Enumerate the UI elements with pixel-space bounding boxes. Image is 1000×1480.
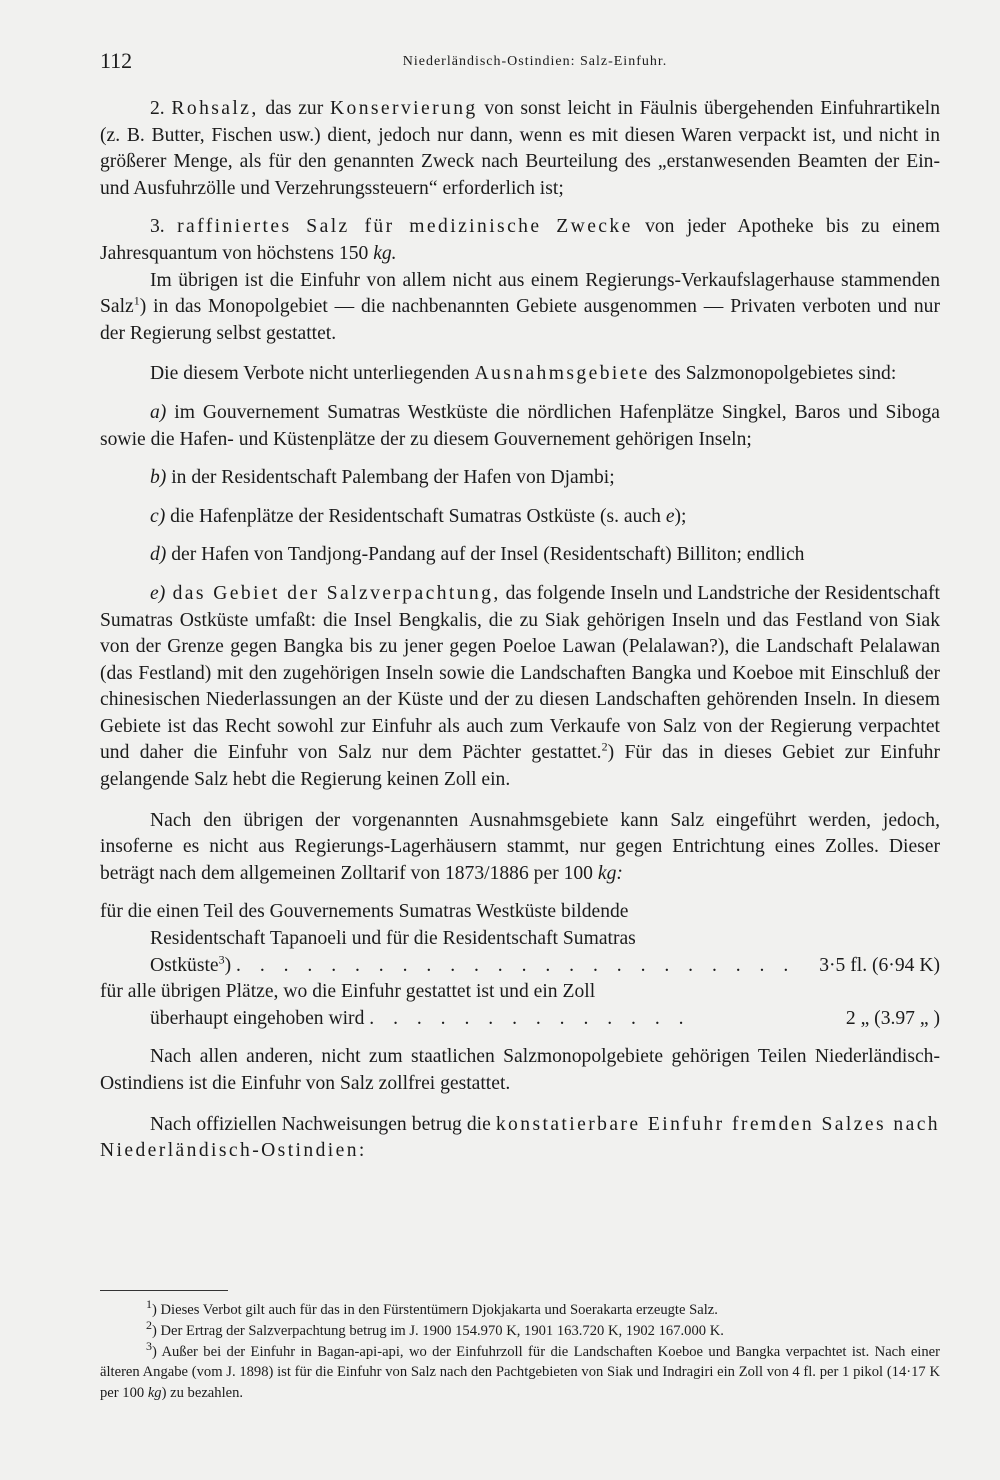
- duty-amount-1: 3·5 fl. (6·94 K): [819, 954, 940, 976]
- duty-row-tapanoeli: für die einen Teil des Gouvernements Sumatras Westküste bildende: [100, 901, 629, 923]
- paragraph-zollfrei: Nach allen anderen, nicht zum staatlichen Salzmonopolgebiete gehörigen Teilen Niederländisch-Ostindiens ist die Einfuhr von Salz zollfrei gestattet.: [100, 1046, 940, 1094]
- paragraph-zoll: Nach den übrigen der vorgenannten Ausnahmsgebiete kann Salz eingeführt werden, jedoch, insoferne es nicht aus Regierungs-Lagerhäusern stammt, nur gegen Entrichtung eines Zolles. Dieser beträgt nach dem allgemeinen Zolltarif von 1873/1886 per 100 kg:: [100, 809, 940, 884]
- list-item-d: d) der Hafen von Tandjong-Pandang auf der Insel (Residentschaft) Billiton; endlich: [150, 544, 805, 566]
- page-header: [100, 48, 940, 78]
- paragraph-rohsalz: 2. Rohsalz, das zur Konservierung von sonst leicht in Fäulnis übergehenden Einfuhrartikeln (z. B. Butter, Fischen usw.) dient, jedoch nur dann, wenn es mit diesen Waren verpackt ist, und nicht in größerer Menge, als für den genannten Zweck nach Beurteilung des „erstanwesenden Beamten der Ein- und Ausfuhrzölle und Verzehrungssteuern“ erforderlich ist;: [100, 98, 940, 199]
- paragraph-ausnahmsgebiete: Die diesem Verbote nicht unterliegenden Ausnahmsgebiete des Salzmonopolgebietes sind:: [150, 363, 897, 385]
- paragraph-raffiniertes-salz: 3. raffiniertes Salz für medizinische Zwecke von jeder Apotheke bis zu einem Jahresquantum von höchstens 150 kg.: [100, 216, 940, 264]
- duty-row-other: für alle übrigen Plätze, wo die Einfuhr gestattet ist und ein Zoll: [100, 981, 596, 1003]
- footnote-rule: [100, 1290, 228, 1291]
- footnote-3: $^3$) Außer bei der Einfuhr in Bagan-api-api, wo der Einfuhrzoll für die Landschaften Koeboe und Bangka verpachtet ist. Nach einer älteren Angabe (vom J. 1898) ist für die Einfuhr von Salz nach den Pachtgebieten von Siak und Indragiri ein Zoll von 4 fl. per 1 pikol (14·17 K per 100 kg) zu bezahlen.: [100, 1338, 940, 1402]
- duty-amount-2: 2 „ (3.97 „ ): [845, 1007, 940, 1029]
- duty-table: für die einen Teil des Gouvernements Sumatras Westküste bildende Residentschaft Tapanoeli und für die Residentschaft Sumatras Ostküste$^3$) . . . . . . . . . . . . . . . . . . . . . . . . 3·5 fl. (6·94 K) für alle übrigen Plätze, wo die Einfuhr gestattet ist und ein Zoll überhaupt eingehoben wird . . . . . . . . . . . . . . 2 „ (3.97 „ ): [100, 899, 940, 1032]
- list-item-e: e) das Gebiet der Salzverpachtung, das folgende Inseln und Landstriche der Residentschaft Sumatras Ostküste umfaßt: die Insel Bengkalis, die zu Siak gehörigen Inseln und das Festland von Siak von der Grenze gegen Bangka bis zu jener gegen Poeloe Lawan (Pelalawan?), die Landschaft Pelalawan (das Festland) mit den zugehörigen Inseln sowie die Landschaften Bangka und Koeboe mit Einschluß der chinesischen Niederlassungen an der Küste und der zu diesen Landschaften gehörenden Inseln. In diesem Gebiete ist das Recht sowohl zur Einfuhr als auch zum Verkaufe von Salz von der Regierung verpachtet und daher die Einfuhr von Salz nur dem Pächter gestattet.$^2$) Für das in dieses Gebiet zur Einfuhr gelangende Salz hebt die Regierung keinen Zoll ein.: [100, 582, 940, 791]
- list-item-a: a) im Gouvernement Sumatras Westküste die nördlichen Hafenplätze Singkel, Baros und Siboga sowie die Hafen- und Küstenplätze der zu diesem Gouvernement gehörigen Inseln;: [100, 401, 940, 450]
- paragraph-einfuhr: Nach offiziellen Nachweisungen betrug die konstatierbare Einfuhr fremden Salzes nach Niederländisch-Ostindien:: [100, 1113, 940, 1162]
- footnote-2: $^2$) Der Ertrag der Salzverpachtung betrug im J. 1900 154.970 K, 1901 163.720 K, 1902 167.000 K.: [146, 1317, 724, 1339]
- list-item-c: c) die Hafenplätze der Residentschaft Sumatras Ostküste (s. auch e);: [150, 505, 687, 527]
- paragraph-monopol: Im übrigen ist die Einfuhr von allem nicht aus einem Regierungs-Verkaufslagerhause stammenden Salz$^1$) in das Monopolgebiet — die nachbenannten Gebiete ausgenommen — Privaten verboten und nur der Regierung selbst gestattet.: [100, 269, 940, 344]
- page-number: 112: [100, 48, 133, 73]
- footnotes: [100, 1297, 940, 1404]
- list-item-b: b) in der Residentschaft Palembang der Hafen von Djambi;: [150, 467, 615, 489]
- main-text: [100, 96, 940, 1165]
- running-title: Niederländisch-Ostindien: Salz-Einfuhr.: [402, 54, 668, 69]
- footnote-1: $^1$) Dieses Verbot gilt auch für das in den Fürstentümern Djokjakarta und Soerakarta erzeugte Salz.: [146, 1297, 718, 1318]
